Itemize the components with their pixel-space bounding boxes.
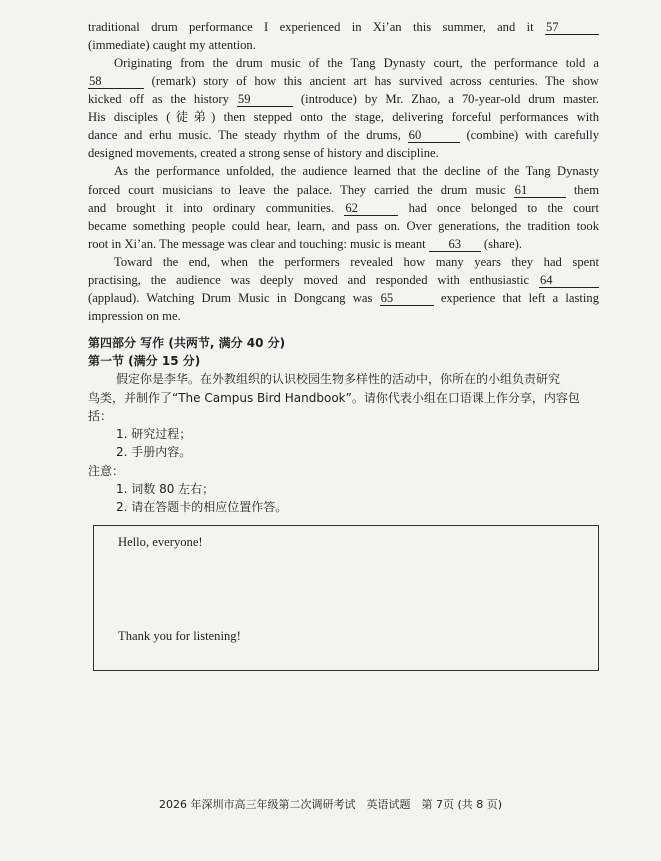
note-item: 2. 请在答题卡的相应位置作答。	[116, 500, 288, 514]
passage-text: and brought it into ordinary communities.	[88, 201, 335, 215]
passage-line: (immediate) caught my attention.	[88, 38, 256, 52]
passage-text: (remark) story of how this ancient art has survived across centuries. The show	[151, 74, 599, 88]
passage-line	[88, 72, 599, 90]
passage-text: them	[573, 183, 599, 197]
passage-line	[88, 289, 599, 307]
section-title: 第一节 (满分 15 分)	[88, 354, 201, 368]
part-title: 第四部分 写作 (共两节, 满分 40 分)	[88, 336, 286, 350]
passage-text: forced court musicians to leave the palace. They carried the drum music	[88, 183, 506, 197]
passage-line	[88, 90, 599, 108]
prompt-line: 假定你是李华。在外教组织的认识校园生物多样性的活动中，你所在的小组负责研究	[116, 372, 561, 386]
passage-text: (combine) with carefully	[466, 128, 599, 142]
blank-60: 60	[408, 128, 460, 143]
passage-text: root in Xi’an. The message was clear and touching: music is meant	[88, 237, 426, 251]
blank-65: 65	[380, 291, 434, 306]
passage-text: (applaud). Watching Drum Music in Dongcang was	[88, 291, 373, 305]
note-item: 1. 词数 80 左右；	[116, 482, 215, 496]
blank-63: 63	[429, 237, 481, 252]
passage-text: experience that left a lasting	[440, 291, 600, 305]
passage-text: practising, the audience was deeply moved and responded with enthusiastic	[88, 273, 530, 287]
blank-62: 62	[344, 201, 398, 216]
passage-line	[88, 181, 599, 199]
passage-line	[88, 199, 599, 217]
notes-label: 注意：	[88, 464, 125, 478]
passage-text: traditional drum performance I experienced in Xi’an this summer, and it	[88, 20, 534, 34]
passage-text: kicked off as the history	[88, 92, 229, 106]
passage-line	[88, 108, 599, 126]
page-footer: 2026 年深圳市高三年级第二次调研考试 英语试题 第 7页 (共 8 页)	[158, 798, 503, 811]
passage-text: (introduce) by Mr. Zhao, a 70-year-old drum master.	[300, 92, 599, 106]
passage-line	[88, 271, 599, 289]
passage-line: designed movements, created a strong sense of history and discipline.	[88, 146, 439, 160]
prompt-line: 括：	[88, 409, 113, 423]
content-item: 1. 研究过程；	[116, 427, 192, 441]
passage-text: had once belonged to the court	[408, 201, 599, 215]
passage-line: became something people could hear, learn, and pass on. Over generations, the tradition took	[88, 219, 599, 233]
passage-line	[88, 18, 599, 36]
passage-line: impression on me.	[88, 309, 181, 323]
passage-line: Toward the end, when the performers revealed how many years they had spent	[114, 255, 599, 269]
blank-59: 59	[237, 92, 293, 107]
passage-text: His disciples (徒弟) then stepped onto the stage, delivering forceful performances with	[88, 110, 599, 124]
blank-58: 58	[88, 74, 144, 89]
content-item: 2. 手册内容。	[116, 445, 192, 459]
blank-57: 57	[545, 20, 599, 35]
passage-line: As the performance unfolded, the audience learned that the decline of the Tang Dynasty	[114, 164, 599, 178]
blank-61: 61	[514, 183, 566, 198]
blank-64: 64	[539, 273, 599, 288]
passage-line: Originating from the drum music of the Tang Dynasty court, the performance told a	[114, 56, 599, 70]
box-closing: Thank you for listening!	[118, 629, 241, 643]
passage-line	[88, 126, 599, 144]
passage-line	[88, 235, 599, 253]
passage-text: (share).	[483, 237, 523, 251]
box-opening: Hello, everyone!	[118, 535, 203, 549]
passage-text: dance and erhu music. The steady rhythm of the drums,	[88, 128, 401, 142]
prompt-line: 鸟类，并制作了“The Campus Bird Handbook”。请你代表小组在口语课上作分享，内容包	[88, 391, 580, 405]
